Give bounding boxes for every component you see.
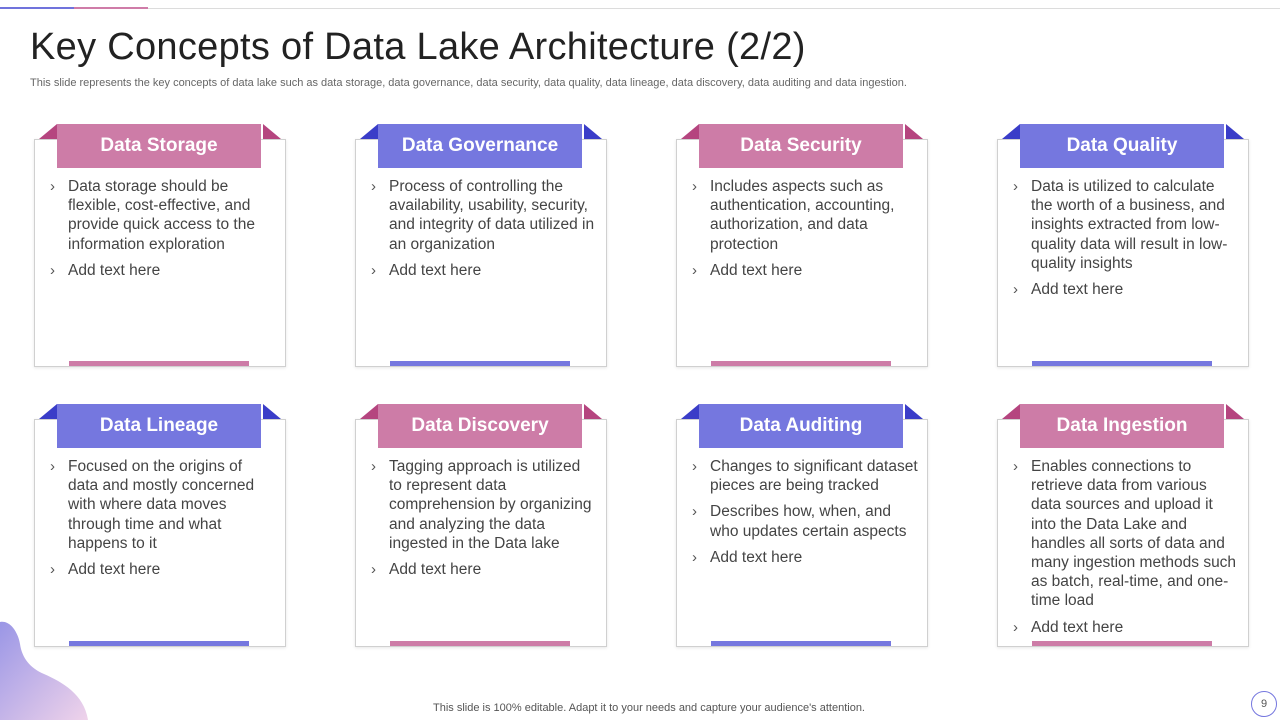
chevron-right-icon: › xyxy=(1013,618,1018,636)
list-item xyxy=(1011,457,1239,611)
top-accent-pink xyxy=(74,7,148,9)
card-bottom-bar xyxy=(711,361,891,366)
card-title: Data Lineage xyxy=(57,404,261,448)
list-item xyxy=(1011,618,1239,637)
card-title: Data Ingestion xyxy=(1020,404,1224,448)
slide-title: Key Concepts of Data Lake Architecture (2/2) xyxy=(30,26,806,68)
card-data-discovery xyxy=(355,404,607,632)
slide-subtitle: This slide represents the key concepts of data lake such as data storage, data governance, data security, data quality, data lineage, data discovery, data auditing and data ingestion. xyxy=(30,77,907,89)
top-accent-blue xyxy=(0,7,74,9)
card-title: Data Governance xyxy=(378,124,582,168)
chevron-right-icon: › xyxy=(371,178,376,195)
list-item xyxy=(369,261,597,280)
list-item xyxy=(690,502,918,540)
chevron-right-icon: › xyxy=(50,261,55,279)
ribbon-fold-right xyxy=(584,124,602,139)
bullet-text: Focused on the origins of data and mostly concerned with where data moves through time and what happens to it xyxy=(68,458,255,552)
card-data-ingestion xyxy=(997,404,1249,636)
chevron-right-icon: › xyxy=(371,458,376,475)
bullet-list xyxy=(369,177,597,287)
list-item xyxy=(369,560,597,579)
chevron-right-icon: › xyxy=(371,261,376,279)
list-item xyxy=(690,261,918,280)
bullet-text: Add text here xyxy=(710,261,803,279)
card-title: Data Security xyxy=(699,124,903,168)
card-bottom-bar xyxy=(69,361,249,366)
chevron-right-icon: › xyxy=(50,178,55,195)
list-item xyxy=(369,457,597,553)
chevron-right-icon: › xyxy=(1013,178,1018,195)
bullet-text: Add text here xyxy=(710,548,803,566)
bullet-text: Add text here xyxy=(389,261,482,279)
bullet-list xyxy=(690,457,918,574)
bullet-text: Add text here xyxy=(68,561,161,579)
chevron-right-icon: › xyxy=(50,458,55,475)
list-item xyxy=(48,177,276,254)
bullet-list xyxy=(48,177,276,287)
bullet-text: Changes to significant dataset pieces are being tracked xyxy=(710,458,918,495)
bullet-text: Process of controlling the availability, usability, security, and integrity of data utilized in an organization xyxy=(389,178,595,253)
ribbon-fold-left xyxy=(39,404,57,419)
list-item xyxy=(1011,280,1239,299)
card-title: Data Auditing xyxy=(699,404,903,448)
card-bottom-bar xyxy=(1032,361,1212,366)
card-data-storage xyxy=(34,124,286,352)
bullet-list xyxy=(1011,177,1239,306)
footer-note: This slide is 100% editable. Adapt it to your needs and capture your audience's attention. xyxy=(433,702,865,714)
bullet-list xyxy=(1011,457,1239,644)
card-title: Data Discovery xyxy=(378,404,582,448)
card-bottom-bar xyxy=(390,361,570,366)
bullet-list xyxy=(690,177,918,287)
bullet-text: Data storage should be flexible, cost-effective, and provide quick access to the information exploration xyxy=(68,178,255,253)
list-item xyxy=(48,261,276,280)
chevron-right-icon: › xyxy=(692,548,697,566)
chevron-right-icon: › xyxy=(1013,281,1018,299)
bullet-text: Add text here xyxy=(68,261,161,279)
list-item xyxy=(48,457,276,553)
list-item xyxy=(690,177,918,254)
card-bottom-bar xyxy=(1032,641,1212,646)
card-data-auditing xyxy=(676,404,928,632)
bullet-text: Add text here xyxy=(1031,281,1124,299)
chevron-right-icon: › xyxy=(692,178,697,195)
list-item xyxy=(48,560,276,579)
bullet-text: Data is utilized to calculate the worth of a business, and insights extracted from low-quality data will result in low-quality insights xyxy=(1031,178,1228,272)
chevron-right-icon: › xyxy=(692,503,697,521)
bullet-text: Add text here xyxy=(1031,618,1124,636)
card-bottom-bar xyxy=(711,641,891,646)
page-number: 9 xyxy=(1251,691,1277,717)
ribbon-fold-right xyxy=(1226,404,1244,419)
chevron-right-icon: › xyxy=(50,561,55,579)
ribbon-fold-left xyxy=(39,124,57,139)
top-divider xyxy=(148,8,1280,9)
list-item xyxy=(690,457,918,495)
bullet-text: Add text here xyxy=(389,561,482,579)
ribbon-fold-left xyxy=(360,404,378,419)
card-data-security xyxy=(676,124,928,352)
bullet-text: Includes aspects such as authentication, accounting, authorization, and data protection xyxy=(710,178,895,253)
card-data-governance xyxy=(355,124,607,352)
ribbon-fold-right xyxy=(584,404,602,419)
ribbon-fold-right xyxy=(1226,124,1244,139)
ribbon-fold-right xyxy=(263,124,281,139)
card-data-quality xyxy=(997,124,1249,352)
ribbon-fold-left xyxy=(1002,404,1020,419)
bullet-text: Enables connections to retrieve data from various data sources and upload it into the Data Lake and handles all sorts of data and many ingestion methods such as batch, real-time, and one-time load xyxy=(1031,458,1237,610)
list-item xyxy=(369,177,597,254)
chevron-right-icon: › xyxy=(692,458,697,475)
ribbon-fold-left xyxy=(360,124,378,139)
card-data-lineage xyxy=(34,404,286,632)
card-title: Data Quality xyxy=(1020,124,1224,168)
ribbon-fold-left xyxy=(681,404,699,419)
ribbon-fold-right xyxy=(905,124,923,139)
bullet-list xyxy=(369,457,597,586)
bullet-text: Tagging approach is utilized to represent data comprehension by organizing and analyzing the data ingested in the Data lake xyxy=(389,458,592,552)
chevron-right-icon: › xyxy=(692,261,697,279)
chevron-right-icon: › xyxy=(1013,458,1018,475)
list-item xyxy=(1011,177,1239,273)
list-item xyxy=(690,548,918,567)
ribbon-fold-right xyxy=(905,404,923,419)
ribbon-fold-right xyxy=(263,404,281,419)
card-bottom-bar xyxy=(390,641,570,646)
ribbon-fold-left xyxy=(681,124,699,139)
bullet-text: Describes how, when, and who updates certain aspects xyxy=(710,503,907,540)
card-title: Data Storage xyxy=(57,124,261,168)
chevron-right-icon: › xyxy=(371,561,376,579)
bullet-list xyxy=(48,457,276,586)
ribbon-fold-left xyxy=(1002,124,1020,139)
